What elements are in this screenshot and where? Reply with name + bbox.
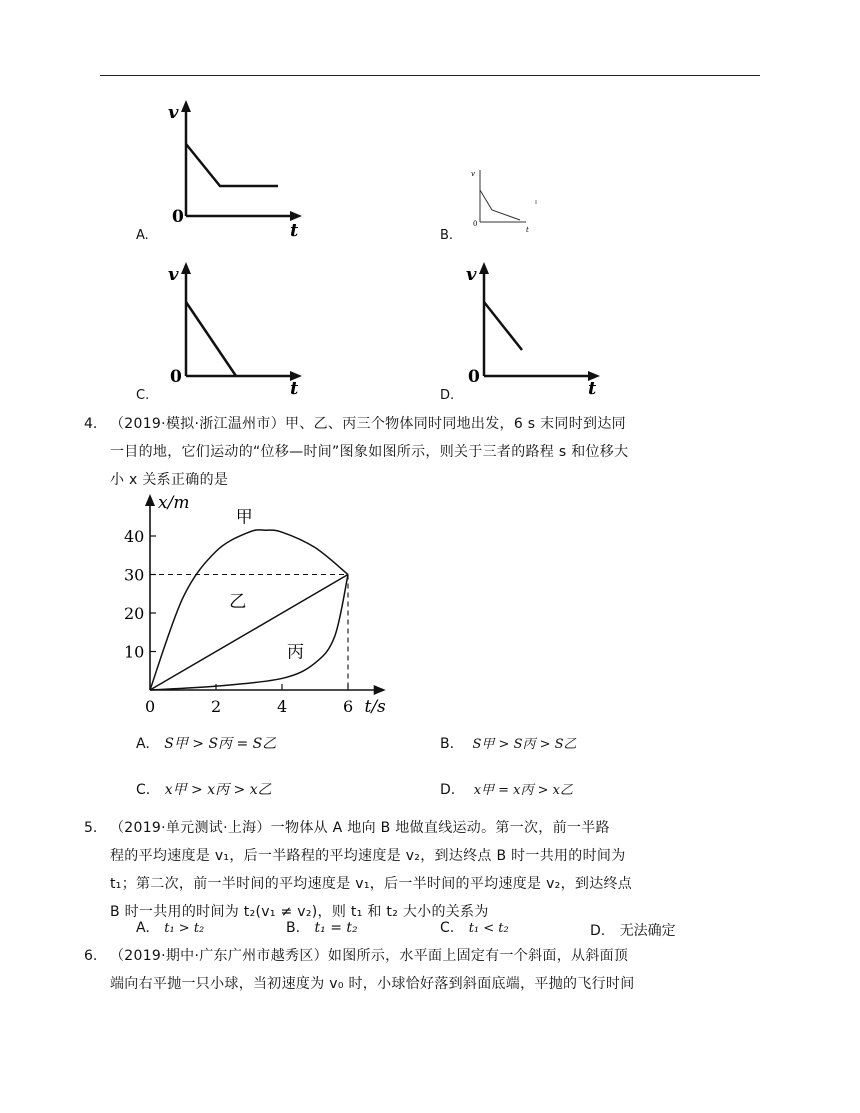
q6-line-1: （2019·期中·广东广州市越秀区）如图所示，水平面上固定有一个斜面，从斜面顶	[110, 948, 629, 964]
x-axis-arrow	[374, 685, 386, 695]
q6-number: 6.	[84, 948, 98, 964]
option-b-label: B.	[440, 228, 454, 243]
q4-choice-b-label: B.	[440, 736, 455, 752]
y-axis-label: x/m	[158, 493, 190, 513]
t-axis-label: t	[290, 220, 299, 238]
q6-line-2: 端向右平抛一只小球，当初速度为 v₀ 时，小球恰好落到斜面底端，平抛的飞行时间	[110, 976, 635, 992]
q5-choice-c[interactable]	[440, 920, 509, 936]
v-axis-label: v	[168, 264, 179, 285]
v-axis-label: v	[168, 102, 179, 123]
origin-label: 0	[468, 367, 480, 387]
t-axis-label: t	[290, 378, 299, 398]
header-rule	[100, 75, 760, 76]
q4-choice-b-text: S甲 > S丙 > S乙	[472, 737, 577, 752]
q5-number: 5.	[84, 820, 98, 836]
series-line-2	[150, 575, 348, 691]
q5-choice-a-label: A.	[136, 920, 150, 936]
q4-line-1: （2019·模拟·浙江温州市）甲、乙、丙三个物体同时同地出发，6 s 末同时到达同	[110, 416, 626, 432]
origin-label: 0	[170, 367, 182, 387]
q5-choice-a-text: t₁ > t₂	[164, 921, 205, 936]
y-tick-label: 20	[124, 604, 145, 623]
graph-option-d	[466, 258, 606, 398]
option-a-label: A.	[136, 228, 149, 243]
origin-label: 0	[172, 207, 184, 227]
q5-line-3: t₁；第二次，前一半时间的平均速度是 v₁，后一半时间的平均速度是 v₂，到达终点	[110, 876, 633, 892]
y-tick-label: 30	[124, 565, 145, 585]
q4-number: 4.	[84, 416, 98, 432]
graph-option-a	[168, 98, 308, 238]
x-axis-label: t/s	[364, 697, 386, 717]
x-tick-label: 2	[211, 697, 222, 716]
q4-choice-d-label: D.	[440, 782, 456, 798]
q4-choice-c[interactable]	[136, 779, 272, 799]
q4-choice-c-text: x甲 > x丙 > x乙	[164, 782, 272, 798]
series-label-2: 乙	[229, 592, 247, 613]
option-c-label: C.	[136, 388, 150, 403]
option-d-label: D.	[440, 388, 455, 403]
q5-line-2: 程的平均速度是 v₁，后一半路程的平均速度是 v₂，到达终点 B 时一共用的时间为	[110, 848, 626, 864]
q4-choice-d[interactable]	[440, 779, 573, 798]
q4-line-3: 小 x 关系正确的是	[110, 472, 229, 488]
series-label-1: 甲	[235, 507, 253, 528]
x-tick-label: 0	[145, 697, 156, 716]
q5-choice-b-text: t₁ = t₂	[314, 920, 358, 936]
y-tick-label: 10	[124, 642, 145, 662]
v-axis-label: v	[466, 264, 477, 285]
q4-choice-b[interactable]	[440, 733, 577, 752]
graph-option-b	[470, 166, 542, 234]
y-axis-arrow	[145, 494, 155, 506]
q5-choice-c-text: t₁ < t₂	[468, 921, 509, 936]
y-tick-label: 40	[124, 527, 145, 546]
series-line-1	[150, 530, 348, 690]
q5-choice-d-label: D.	[590, 923, 606, 939]
q5-choice-b[interactable]	[286, 920, 358, 936]
q4-line-2: 一目的地，它们运动的“位移—时间”图象如图所示，则关于三者的路程 s 和位移大	[110, 444, 629, 460]
q5-choice-d[interactable]	[590, 920, 676, 940]
origin-label: 0	[473, 220, 478, 228]
q4-stem	[110, 410, 770, 494]
q5-line-1: （2019·单元测试·上海）一物体从 A 地向 B 地做直线运动。第一次，前一半路	[110, 820, 610, 836]
t-axis-label: t	[526, 226, 529, 234]
graph-option-c	[168, 258, 308, 398]
displacement-time-chart	[110, 490, 400, 720]
q5-stem	[110, 814, 770, 926]
series-label-3: 丙	[286, 642, 304, 663]
q6-stem	[110, 942, 770, 998]
q4-choice-a[interactable]	[136, 733, 276, 753]
q5-choice-a[interactable]	[136, 920, 204, 936]
q4-choice-a-text: S甲 > S丙 = S乙	[164, 736, 277, 752]
t-axis-label: t	[588, 378, 597, 398]
q5-choice-d-text: 无法确定	[619, 923, 676, 939]
q5-line-4: B 时一共用的时间为 t₂(v₁ ≠ v₂)，则 t₁ 和 t₂ 大小的关系为	[110, 904, 489, 920]
q4-choice-d-text: x甲 = x丙 > x乙	[473, 783, 573, 798]
x-tick-label: 4	[277, 697, 288, 716]
v-axis-label: v	[471, 170, 475, 178]
q5-choice-b-label: B.	[286, 920, 301, 936]
x-tick-label: 6	[343, 697, 354, 716]
q5-choice-c-label: C.	[440, 920, 455, 936]
q4-choice-c-label: C.	[136, 782, 151, 798]
q4-choice-a-label: A.	[136, 736, 150, 752]
